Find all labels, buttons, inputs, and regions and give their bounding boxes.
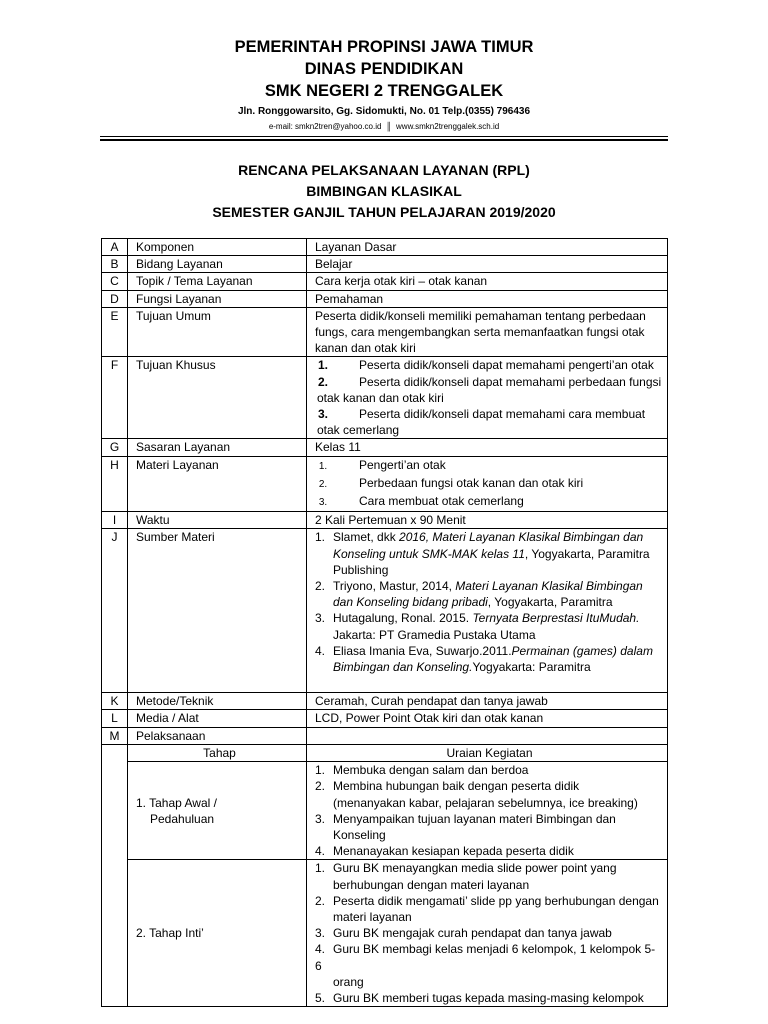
row-label: Topik / Tema Layanan bbox=[128, 273, 307, 290]
header-department: DINAS PENDIDIKAN bbox=[304, 60, 464, 78]
tahap-awal-activities bbox=[307, 762, 668, 860]
doc-title: RENCANA PELAKSANAAN LAYANAN (RPL) bbox=[238, 162, 530, 178]
row-value bbox=[307, 307, 668, 357]
row-value: Pemahaman bbox=[307, 290, 668, 307]
text-line: materi layanan bbox=[333, 909, 412, 924]
row-key: D bbox=[102, 290, 128, 307]
separator-icon: ║ bbox=[383, 122, 394, 131]
pelaksanaan-header-row bbox=[102, 744, 668, 761]
row-key-empty bbox=[102, 744, 128, 761]
text-line: Jakarta: PT Gramedia Pustaka Utama bbox=[333, 627, 536, 642]
text-line: orang bbox=[333, 974, 364, 989]
row-key: M bbox=[102, 727, 128, 744]
row-label: Bidang Layanan bbox=[128, 256, 307, 273]
row-label: Sasaran Layanan bbox=[128, 439, 307, 456]
row-key: L bbox=[102, 710, 128, 727]
column-header-uraian: Uraian Kegiatan bbox=[307, 744, 668, 761]
table-row bbox=[102, 529, 668, 693]
table-row bbox=[102, 357, 668, 439]
header-rule bbox=[100, 136, 668, 137]
list-item: 4. Menanayakan kesiapan kepada peserta didik bbox=[315, 844, 574, 859]
table-row bbox=[102, 290, 668, 307]
list-item: 2. Peserta didik/konseli dapat memahami perbedaan fungsi bbox=[317, 374, 662, 389]
header-address: Jln. Ronggowarsito, Gg. Sidomukti, No. 01 Telp.(0355) 796436 bbox=[237, 106, 531, 117]
row-value bbox=[307, 456, 668, 512]
list-item: 2. Perbedaan fungsi otak kanan dan otak kiri bbox=[318, 475, 584, 490]
row-label: Waktu bbox=[128, 512, 307, 529]
list-item: 1. Membuka dengan salam dan berdoa bbox=[315, 763, 529, 778]
header-website: www.smkn2trenggalek.sch.id bbox=[396, 122, 500, 131]
table-row bbox=[102, 273, 668, 290]
header-school: SMK NEGERI 2 TRENGGALEK bbox=[264, 82, 504, 100]
text-line: fungs, cara mengembangkan serta memanfaatkan fungsi otak bbox=[315, 325, 645, 340]
row-label: Pelaksanaan bbox=[128, 727, 307, 744]
tahap-inti-activities bbox=[307, 860, 668, 1007]
list-item: 1. Slamet, dkk 2016, Materi Layanan Klasikal Bimbingan dan bbox=[315, 530, 644, 545]
row-key: E bbox=[102, 307, 128, 357]
row-key: F bbox=[102, 357, 128, 439]
list-item: 5. Guru BK memberi tugas kepada masing-masing kelompok bbox=[315, 990, 644, 1005]
row-key: K bbox=[102, 693, 128, 710]
text-line: dan Konseling bidang pribadi, Yogyakarta, Paramitra bbox=[333, 595, 613, 610]
list-item: 3. Guru BK mengajak curah pendapat dan tanya jawab bbox=[315, 926, 612, 941]
text-line: kanan dan otak kiri bbox=[315, 341, 416, 356]
row-label: Fungsi Layanan bbox=[128, 290, 307, 307]
row-value bbox=[307, 529, 668, 693]
list-item: 1. Peserta didik/konseli dapat memahami pengerti’an otak bbox=[317, 358, 654, 373]
header-rule-thick bbox=[100, 139, 668, 141]
table-row bbox=[102, 693, 668, 710]
row-value: LCD, Power Point Otak kiri dan otak kanan bbox=[307, 710, 668, 727]
list-item: 1. Pengerti’an otak bbox=[318, 457, 446, 472]
list-item: 3. Peserta didik/konseli dapat memahami cara membuat bbox=[317, 407, 646, 422]
text-line: Konseling bbox=[333, 827, 386, 842]
row-label: Materi Layanan bbox=[128, 456, 307, 512]
list-item: 3. Menyampaikan tujuan layanan materi Bimbingan dan bbox=[315, 811, 616, 826]
tahap-awal-row bbox=[102, 762, 668, 860]
header-contact bbox=[0, 122, 768, 131]
text-line: Bimbingan dan Konseling.Yogyakarta: Paramitra bbox=[333, 660, 591, 675]
list-item: 3. Hutagalung, Ronal. 2015. Ternyata Berprestasi ItuMudah. bbox=[315, 611, 640, 626]
row-value: Ceramah, Curah pendapat dan tanya jawab bbox=[307, 693, 668, 710]
table-row bbox=[102, 439, 668, 456]
row-key: H bbox=[102, 456, 128, 512]
rpl-table bbox=[101, 238, 668, 1007]
row-key: A bbox=[102, 239, 128, 256]
header-government: PEMERINTAH PROPINSI JAWA TIMUR bbox=[234, 38, 534, 56]
text-line: (menanyakan kabar, pelajaran sebelumnya, ice breaking) bbox=[333, 795, 638, 810]
row-key: J bbox=[102, 529, 128, 693]
table-row bbox=[102, 256, 668, 273]
row-key: G bbox=[102, 439, 128, 456]
row-value bbox=[307, 727, 668, 744]
text-line: otak kanan dan otak kiri bbox=[317, 390, 444, 405]
row-label: Media / Alat bbox=[128, 710, 307, 727]
table-row bbox=[102, 307, 668, 357]
row-key: C bbox=[102, 273, 128, 290]
row-value: 2 Kali Pertemuan x 90 Menit bbox=[307, 512, 668, 529]
row-key-empty bbox=[102, 860, 128, 1007]
text-line: Publishing bbox=[333, 562, 389, 577]
text-line: otak cemerlang bbox=[317, 423, 400, 438]
text-line: berhubungan dengan materi layanan bbox=[333, 877, 530, 892]
tahap-inti-row bbox=[102, 860, 668, 1007]
tahap-inti-label: 2. Tahap Inti’ bbox=[128, 860, 307, 1007]
row-value: Layanan Dasar bbox=[307, 239, 668, 256]
row-label: Tujuan Khusus bbox=[128, 357, 307, 439]
row-label: Komponen bbox=[128, 239, 307, 256]
header-email: e-mail: smkn2tren@yahoo.co.id bbox=[268, 122, 382, 131]
row-value: Belajar bbox=[307, 256, 668, 273]
list-item: 2. Peserta didik mengamati’ slide pp yang berhubungan dengan bbox=[315, 893, 659, 908]
row-value bbox=[307, 357, 668, 439]
text-line: Peserta didik/konseli memiliki pemahaman tentang perbedaan bbox=[315, 308, 646, 323]
list-item: 2. Membina hubungan baik dengan peserta didik bbox=[315, 779, 580, 794]
table-row bbox=[102, 456, 668, 512]
table-row bbox=[102, 710, 668, 727]
row-key: I bbox=[102, 512, 128, 529]
row-value: Kelas 11 bbox=[307, 439, 668, 456]
column-header-tahap: Tahap bbox=[128, 744, 307, 761]
list-item: 2. Triyono, Mastur, 2014, Materi Layanan Klasikal Bimbingan bbox=[315, 579, 643, 594]
doc-semester: SEMESTER GANJIL TAHUN PELAJARAN 2019/2020 bbox=[212, 204, 556, 220]
table-row bbox=[102, 512, 668, 529]
text-line: Konseling untuk SMK-MAK kelas 11, Yogyakarta, Paramitra bbox=[333, 546, 650, 561]
row-label: Metode/Teknik bbox=[128, 693, 307, 710]
table-row bbox=[102, 239, 668, 256]
row-value: Cara kerja otak kiri – otak kanan bbox=[307, 273, 668, 290]
row-label: Sumber Materi bbox=[128, 529, 307, 693]
tahap-awal-label: 1. Tahap Awal / Pedahuluan bbox=[128, 762, 307, 860]
list-item: 4. Guru BK membagi kelas menjadi 6 kelompok, 1 kelompok 5- 6 bbox=[315, 942, 656, 973]
doc-subtitle: BIMBINGAN KLASIKAL bbox=[306, 183, 462, 199]
row-label: Tujuan Umum bbox=[128, 307, 307, 357]
list-item: 4. Eliasa Imania Eva, Suwarjo.2011.Permainan (games) dalam bbox=[315, 643, 653, 658]
table-row bbox=[102, 727, 668, 744]
list-item: 3. Cara membuat otak cemerlang bbox=[318, 494, 524, 509]
row-key: B bbox=[102, 256, 128, 273]
list-item: 1. Guru BK menayangkan media slide power point yang bbox=[315, 861, 617, 876]
row-key-empty bbox=[102, 762, 128, 860]
